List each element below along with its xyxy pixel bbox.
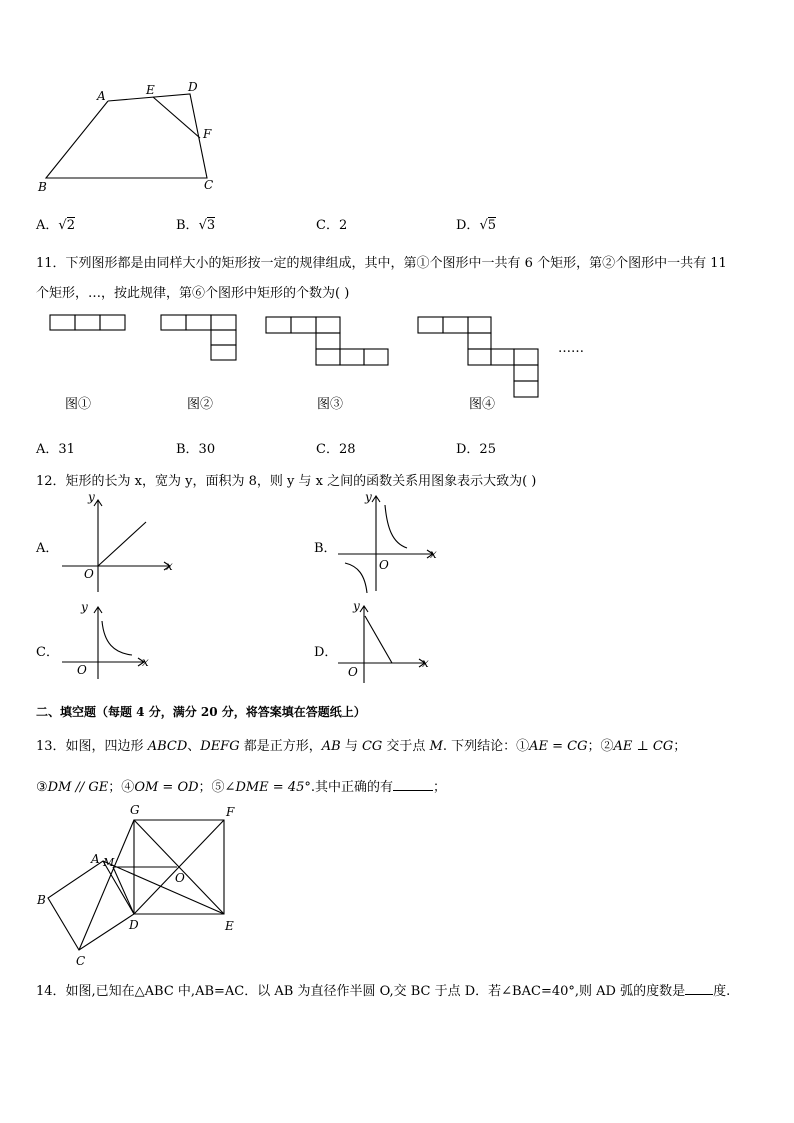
svg-text:x: x xyxy=(430,547,437,561)
svg-text:O: O xyxy=(175,871,185,885)
svg-text:M: M xyxy=(103,856,115,869)
q11-caption-2: 图② xyxy=(187,397,214,412)
q12-graph-a xyxy=(58,488,183,598)
svg-text:O: O xyxy=(379,558,389,572)
svg-text:x: x xyxy=(422,656,429,670)
svg-text:C: C xyxy=(76,954,86,968)
label-F: F xyxy=(203,127,212,141)
svg-text:E: E xyxy=(225,919,234,933)
label-D: D xyxy=(188,80,198,94)
q10-option-d: D．√5 xyxy=(456,218,497,233)
q11-rectangle-patterns xyxy=(40,310,600,425)
svg-text:G: G xyxy=(130,803,140,817)
q13-text-line2: ③DM // GE；④OM = OD；⑤∠DME = 45°.其中正确的有 ； xyxy=(36,780,447,795)
svg-text:D: D xyxy=(129,918,139,932)
q11-option-c: C．28 xyxy=(316,442,356,457)
label-A: A xyxy=(97,89,106,103)
q11-caption-4: 图④ xyxy=(469,397,496,412)
q12-text: 12．矩形的长为 x，宽为 y，面积为 8，则 y 与 x 之间的函数关系用图象表示大致为( ) xyxy=(36,474,537,489)
svg-text:A: A xyxy=(91,852,100,866)
svg-text:O: O xyxy=(77,663,87,677)
label-E: E xyxy=(146,83,155,97)
q11-option-d: D．25 xyxy=(456,442,496,457)
svg-text:x: x xyxy=(166,559,173,573)
q11-text-line1: 11．下列图形都是由同样大小的矩形按一定的规律组成，其中，第①个图形中一共有 6 个矩形，第②个图形中一共有 11 xyxy=(36,256,727,271)
q11-option-a: A．31 xyxy=(36,442,75,457)
svg-text:F: F xyxy=(226,805,235,819)
q12-option-a-letter: A． xyxy=(36,541,59,556)
q12-graph-c xyxy=(58,597,158,682)
q11-caption-3: 图③ xyxy=(317,397,344,412)
svg-text:y: y xyxy=(81,600,88,614)
q12-option-c-letter: C． xyxy=(36,645,59,660)
q10-option-a: A．√2 xyxy=(36,218,75,233)
q10-quadrilateral-figure xyxy=(30,74,230,199)
q14-text: 14．如图,已知在△ABC 中,AB=AC．以 AB 为直径作半圆 O,交 BC 于点 D．若∠BAC=40°,则 AD 弧的度数是 度. xyxy=(36,984,731,999)
q10-option-b: B．√3 xyxy=(176,218,216,233)
label-C: C xyxy=(204,178,214,192)
q12-option-d-letter: D． xyxy=(314,645,338,660)
q11-caption-1: 图① xyxy=(65,397,92,412)
svg-text:x: x xyxy=(142,655,149,669)
svg-text:O: O xyxy=(84,567,94,581)
svg-text:y: y xyxy=(88,490,95,504)
svg-text:O: O xyxy=(348,665,358,679)
svg-text:B: B xyxy=(37,893,46,907)
q14-answer-blank xyxy=(685,982,713,995)
svg-text:y: y xyxy=(353,599,360,613)
label-B: B xyxy=(38,180,47,194)
section2-heading: 二、填空题（每题 4 分，满分 20 分，将答案填在答题纸上） xyxy=(36,705,366,719)
q12-graph-d xyxy=(334,596,434,686)
svg-text:y: y xyxy=(365,490,372,504)
q11-option-b: B．30 xyxy=(176,442,216,457)
q13-squares-figure xyxy=(30,800,250,970)
q10-option-c: C．2 xyxy=(316,218,348,233)
q12-graph-b xyxy=(334,487,444,597)
q11-ellipsis: …… xyxy=(558,341,584,356)
q11-text-line2: 个矩形，…，按此规律，第⑥个图形中矩形的个数为( ) xyxy=(36,286,350,301)
q13-text-line1: 13．如图，四边形 ABCD、DEFG 都是正方形，AB 与 CG 交于点 M. 下列结论：①AE = CG；②AE ⊥ CG； xyxy=(36,739,687,754)
q13-answer-blank xyxy=(393,778,433,791)
q12-option-b-letter: B． xyxy=(314,541,337,556)
